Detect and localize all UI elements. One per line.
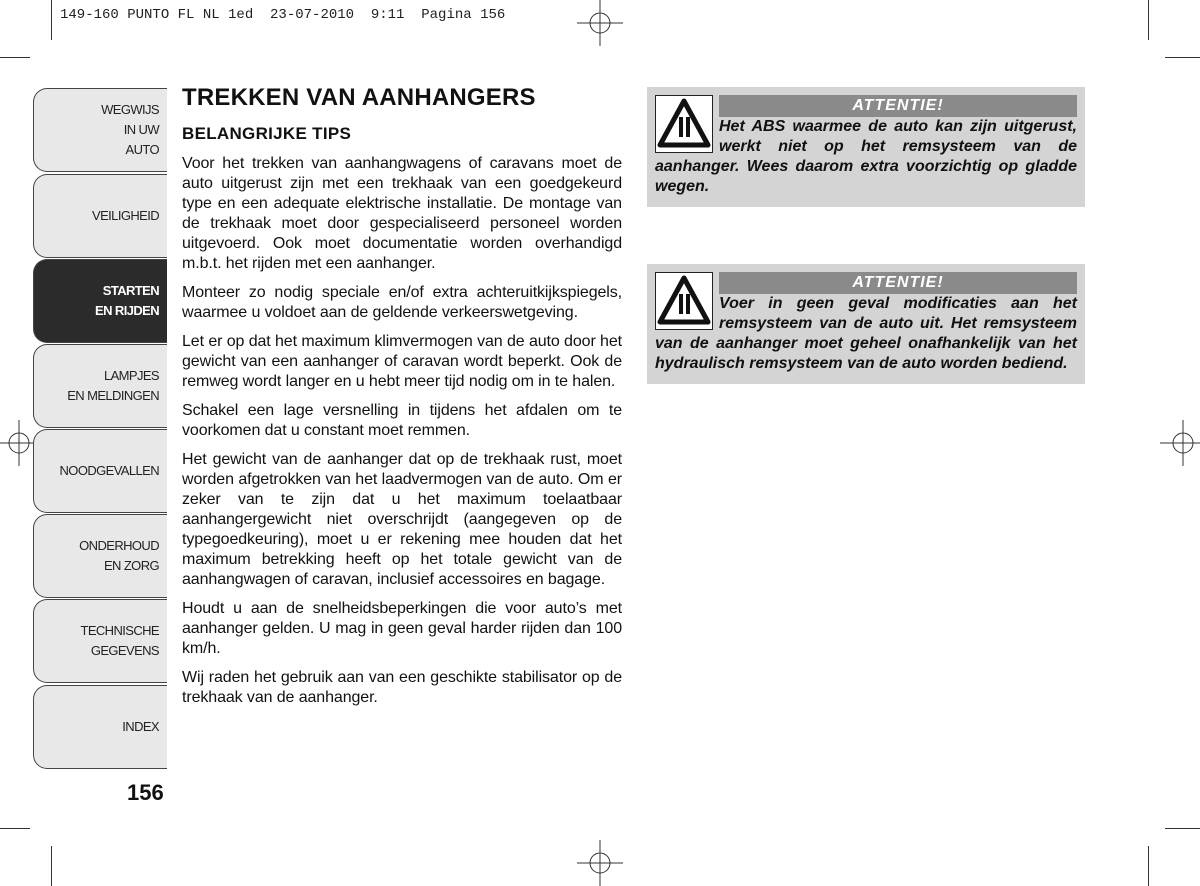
page-title: TREKKEN VAN AANHANGERS — [182, 84, 536, 111]
crop-mark — [1148, 846, 1149, 886]
tab-noodgevallen[interactable] — [33, 429, 167, 513]
body-paragraph: Schakel een lage versnelling in tijdens het afdalen om te voorkomen dat u constant moet remmen. — [182, 402, 622, 439]
warning-box — [647, 87, 1085, 207]
tab-index[interactable] — [33, 685, 167, 769]
body-paragraph: Voor het trekken van aanhangwagens of caravans moet de auto uitgerust zijn met een trekhaak van een goedgekeurd type en een adequate elektrische installatie. De montage van de trekhaak moet door gespecialiseerd personeel worden uitgevoerd. Ook moet documentatie worden overhandigd m.b.t. het rijden met een aanhanger. — [182, 155, 622, 272]
warning-box — [647, 264, 1085, 384]
warning-text-content: Het ABS waarmee de auto kan zijn uitgerust, werkt niet op het remsysteem van de aanhanger. Wees daarom extra voorzichtig op gladde wegen. — [655, 118, 1077, 195]
tab-label: NOODGEVALLEN — [59, 463, 159, 478]
tab-label: LAMPJES EN MELDINGEN — [67, 368, 159, 403]
tab-label: ONDERHOUD EN ZORG — [79, 538, 159, 573]
tab-lampjes[interactable] — [33, 344, 167, 428]
crop-mark — [0, 828, 30, 829]
tab-starten-en-rijden[interactable] — [33, 259, 167, 343]
warning-heading: ATTENTIE! — [719, 95, 1077, 117]
crop-mark — [1165, 828, 1200, 829]
tab-label: INDEX — [122, 719, 159, 734]
warning-heading: ATTENTIE! — [719, 272, 1077, 294]
tab-label: TECHNISCHE GEGEVENS — [80, 623, 159, 658]
body-paragraph: Monteer zo nodig speciale en/of extra achteruitkijkspiegels, waarmee u voldoet aan de geldende verkeerswetgeving. — [182, 284, 622, 321]
registration-mark-icon — [577, 840, 623, 886]
tab-label: VEILIGHEID — [92, 208, 159, 223]
warning-triangle-icon — [655, 272, 713, 330]
body-paragraph: Het gewicht van de aanhanger dat op de trekhaak rust, moet worden afgetrokken van het laadvermogen van de auto. Om er zeker van te zijn dat u het maximum toelaatbaar aanhangergewicht niet overschrijdt (aangegeven op de typegoedkeuring), moet u er rekening mee houden dat het maximum betrekking heeft op het totale gewicht van de aanhangwagen of caravan, inclusief accessoires en bagage. — [182, 451, 622, 588]
section-subtitle: BELANGRIJKE TIPS — [182, 124, 352, 143]
warning-triangle-icon — [655, 95, 713, 153]
registration-mark-icon — [1160, 420, 1200, 466]
crop-mark — [0, 57, 30, 58]
body-paragraph: Wij raden het gebruik aan van een geschikte stabilisator op de trekhaak van de aanhanger. — [182, 669, 622, 706]
tab-label: STARTEN EN RIJDEN — [95, 283, 159, 318]
print-header: 149-160 PUNTO FL NL 1ed 23-07-2010 9:11 Pagina 156 — [60, 7, 506, 23]
tab-technische-gegevens[interactable] — [33, 599, 167, 683]
tab-onderhoud[interactable] — [33, 514, 167, 598]
crop-mark — [51, 846, 52, 886]
warning-header — [655, 93, 1077, 153]
warning-header — [655, 270, 1077, 330]
tab-label: WEGWIJS IN UW AUTO — [101, 102, 159, 157]
crop-mark — [1148, 0, 1149, 40]
tab-veiligheid[interactable] — [33, 174, 167, 258]
crop-mark — [1165, 57, 1200, 58]
page-number: 156 — [127, 780, 164, 805]
tab-wegwijs[interactable] — [33, 88, 167, 172]
crop-mark — [51, 0, 52, 40]
main-column — [182, 84, 622, 717]
registration-mark-icon — [577, 0, 623, 46]
warning-text-content: Voer in geen geval modificaties aan het remsysteem van de auto uit. Het remsysteem van de aanhanger moet geheel onafhankelijk van het hydraulisch remsysteem van de auto worden bediend. — [655, 295, 1077, 372]
body-paragraph: Houdt u aan de snelheidsbeperkingen die voor auto’s met aanhanger gelden. U mag in geen geval harder rijden dan 100 km/h. — [182, 600, 622, 657]
body-paragraph: Let er op dat het maximum klimvermogen van de auto door het gewicht van een aanhanger of caravan wordt beperkt. Ook de remweg wordt langer en u hebt meer tijd nodig om in te halen. — [182, 333, 622, 390]
